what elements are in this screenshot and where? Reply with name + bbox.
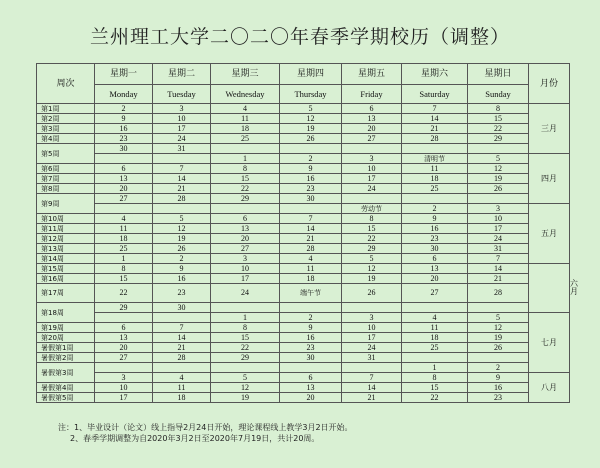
date-cell: 20	[280, 393, 342, 403]
date-cell	[211, 144, 280, 154]
date-cell: 12	[468, 323, 529, 333]
date-cell: 29	[342, 244, 402, 254]
date-cell: 1	[211, 154, 280, 164]
date-cell	[280, 204, 342, 214]
table-row	[37, 224, 570, 234]
date-cell: 11	[402, 323, 468, 333]
date-cell: 28	[468, 284, 529, 303]
date-cell: 23	[153, 284, 211, 303]
table-row	[37, 383, 570, 393]
date-cell: 8	[342, 214, 402, 224]
week-cell: 暑假第1周	[37, 343, 95, 353]
date-cell: 15	[211, 174, 280, 184]
week-cell: 第5周	[37, 144, 95, 164]
day-header-en: Saturday	[419, 88, 450, 99]
date-cell	[280, 144, 342, 154]
date-cell: 23	[280, 184, 342, 194]
date-cell: 21	[342, 393, 402, 403]
date-cell: 3	[153, 104, 211, 114]
note-line: 注：1、毕业设计（论文）线上指导2月24日开始，理论课程线上教学3月2日开始。	[58, 423, 353, 432]
date-cell: 16	[402, 224, 468, 234]
date-cell: 18	[402, 174, 468, 184]
table-row	[37, 184, 570, 194]
date-cell: 31	[342, 353, 402, 363]
date-cell: 13	[280, 383, 342, 393]
date-cell: 25	[402, 343, 468, 353]
date-cell: 14	[280, 224, 342, 234]
date-cell: 2	[402, 204, 468, 214]
date-cell: 12	[211, 383, 280, 393]
date-cell: 4	[402, 313, 468, 323]
date-cell	[211, 363, 280, 373]
date-cell: 24	[153, 134, 211, 144]
date-cell: 15	[95, 274, 153, 284]
date-cell: 25	[402, 184, 468, 194]
table-row	[37, 284, 570, 303]
date-cell: 4	[211, 104, 280, 114]
month-cell: 三月	[529, 104, 570, 154]
calendar-table	[36, 63, 578, 403]
date-cell: 20	[95, 184, 153, 194]
date-cell: 7	[153, 323, 211, 333]
date-cell: 7	[468, 254, 529, 264]
week-cell: 暑假第2周	[37, 353, 95, 363]
date-cell	[211, 303, 280, 313]
date-cell: 14	[153, 333, 211, 343]
date-cell: 9	[280, 164, 342, 174]
date-cell: 16	[95, 124, 153, 134]
day-header-cn: 星期三	[211, 64, 280, 85]
date-cell: 2	[95, 104, 153, 114]
date-cell: 8	[211, 164, 280, 174]
date-cell: 24	[342, 184, 402, 194]
date-cell: 30	[95, 144, 153, 154]
date-cell: 29	[211, 194, 280, 204]
table-row	[37, 343, 570, 353]
week-cell: 第16周	[37, 274, 95, 284]
date-cell: 30	[280, 353, 342, 363]
date-cell: 28	[153, 353, 211, 363]
date-cell: 2	[153, 254, 211, 264]
table-row	[37, 164, 570, 174]
date-cell: 17	[211, 274, 280, 284]
date-cell: 13	[95, 174, 153, 184]
date-cell: 2	[468, 363, 529, 373]
date-cell: 12	[342, 264, 402, 274]
date-cell: 劳动节	[342, 204, 402, 214]
table-row	[37, 104, 570, 114]
date-cell: 6	[95, 164, 153, 174]
date-cell: 22	[211, 184, 280, 194]
date-cell: 7	[342, 373, 402, 383]
table-row: 第14周 1 2 3 4 5 6 7 六月	[37, 254, 570, 264]
month-cell: 四月	[529, 154, 570, 204]
date-cell: 6	[342, 104, 402, 114]
week-cell: 第2周	[37, 114, 95, 124]
date-cell: 23	[95, 134, 153, 144]
table-row	[37, 214, 570, 224]
date-cell: 9	[402, 214, 468, 224]
month-cell: 七月	[529, 313, 570, 373]
date-cell	[342, 144, 402, 154]
date-cell: 25	[95, 244, 153, 254]
date-cell: 21	[402, 124, 468, 134]
date-cell: 18	[280, 274, 342, 284]
date-cell: 16	[153, 274, 211, 284]
date-cell	[280, 303, 342, 313]
date-cell: 27	[402, 284, 468, 303]
date-cell: 18	[95, 234, 153, 244]
date-cell: 3	[95, 373, 153, 383]
date-cell: 28	[153, 194, 211, 204]
date-cell: 8	[211, 323, 280, 333]
day-header-cn: 星期二	[153, 64, 211, 85]
week-cell: 第4周	[37, 134, 95, 144]
date-cell: 10	[95, 383, 153, 393]
week-cell: 第6周	[37, 164, 95, 174]
table-row	[37, 393, 570, 403]
date-cell: 17	[153, 124, 211, 134]
date-cell: 11	[95, 224, 153, 234]
date-cell: 7	[153, 164, 211, 174]
date-cell: 24	[342, 343, 402, 353]
date-cell: 21	[153, 343, 211, 353]
table-row	[37, 114, 570, 124]
date-cell	[402, 144, 468, 154]
week-header: 周次	[37, 64, 95, 104]
date-cell	[342, 363, 402, 373]
date-cell: 1	[402, 363, 468, 373]
day-header-en: Friday	[360, 88, 383, 99]
note-line: 2、春季学期调整为自2020年3月2日至2020年7月19日，共计20周。	[70, 434, 320, 443]
date-cell: 3	[342, 313, 402, 323]
table-row	[37, 264, 570, 274]
day-header-cn: 星期五	[342, 64, 402, 85]
date-cell: 12	[153, 224, 211, 234]
date-cell: 10	[468, 214, 529, 224]
table-row	[37, 124, 570, 134]
date-cell: 21	[153, 184, 211, 194]
date-cell: 23	[402, 234, 468, 244]
date-cell: 10	[153, 114, 211, 124]
date-cell: 10	[342, 323, 402, 333]
date-cell: 26	[342, 284, 402, 303]
date-cell: 22	[342, 234, 402, 244]
date-cell: 端午节	[280, 284, 342, 303]
week-cell: 第14周	[37, 254, 95, 264]
page-title: 兰州理工大学二〇二〇年春季学期校历（调整）	[89, 26, 510, 48]
date-cell: 12	[280, 114, 342, 124]
table-row	[37, 154, 570, 164]
date-cell: 5	[153, 214, 211, 224]
date-cell: 4	[95, 214, 153, 224]
week-cell: 暑假第4周	[37, 383, 95, 393]
date-cell: 2	[280, 154, 342, 164]
table-row	[37, 373, 570, 383]
date-cell: 1	[95, 254, 153, 264]
week-cell: 第15周	[37, 264, 95, 274]
table-row	[37, 194, 570, 204]
date-cell	[95, 204, 153, 214]
date-cell: 8	[468, 104, 529, 114]
date-cell: 5	[342, 254, 402, 264]
date-cell: 2	[280, 313, 342, 323]
table-row	[37, 363, 570, 373]
week-cell: 第12周	[37, 234, 95, 244]
date-cell: 5	[280, 104, 342, 114]
date-cell: 27	[95, 353, 153, 363]
date-cell: 26	[468, 184, 529, 194]
month-cell: 八月	[529, 373, 570, 403]
date-cell: 29	[211, 353, 280, 363]
date-cell: 27	[211, 244, 280, 254]
table-row	[37, 274, 570, 284]
week-cell: 第9周	[37, 194, 95, 214]
day-header-cn: 星期六	[402, 64, 468, 85]
date-cell: 24	[211, 284, 280, 303]
date-cell	[402, 303, 468, 313]
week-cell: 第18周	[37, 303, 95, 323]
date-cell: 11	[402, 164, 468, 174]
date-cell: 19	[211, 393, 280, 403]
day-header-en: Thursday	[294, 88, 327, 99]
week-cell: 第7周	[37, 174, 95, 184]
date-cell	[402, 194, 468, 204]
date-cell: 14	[468, 264, 529, 274]
date-cell: 13	[402, 264, 468, 274]
date-cell	[153, 363, 211, 373]
date-cell	[402, 353, 468, 363]
table-row	[37, 234, 570, 244]
date-cell	[280, 363, 342, 373]
date-cell: 3	[342, 154, 402, 164]
date-cell: 20	[402, 274, 468, 284]
table-row	[37, 144, 570, 154]
date-cell: 17	[468, 224, 529, 234]
day-header-en: Sunday	[485, 88, 511, 99]
week-cell: 第3周	[37, 124, 95, 134]
date-cell: 24	[468, 234, 529, 244]
date-cell: 13	[211, 224, 280, 234]
date-cell: 20	[342, 124, 402, 134]
date-cell: 8	[95, 264, 153, 274]
date-cell: 1	[211, 313, 280, 323]
date-cell: 21	[468, 274, 529, 284]
date-cell: 13	[342, 114, 402, 124]
date-cell: 16	[468, 383, 529, 393]
date-cell: 11	[153, 383, 211, 393]
day-header-en: Monday	[109, 88, 138, 99]
date-cell: 清明节	[402, 154, 468, 164]
date-cell: 6	[280, 373, 342, 383]
date-cell: 4	[153, 373, 211, 383]
date-cell: 6	[402, 254, 468, 264]
date-cell: 15	[211, 333, 280, 343]
table-row	[37, 174, 570, 184]
date-cell: 16	[280, 174, 342, 184]
date-cell: 10	[342, 164, 402, 174]
week-cell: 第17周	[37, 284, 95, 303]
day-header-cn: 星期四	[280, 64, 342, 85]
date-cell: 17	[95, 393, 153, 403]
day-header-en: Wednesday	[225, 88, 265, 99]
date-cell: 14	[153, 174, 211, 184]
date-cell: 31	[153, 144, 211, 154]
date-cell: 7	[402, 104, 468, 114]
day-header-en: Tuesday	[167, 88, 196, 99]
date-cell	[468, 194, 529, 204]
date-cell: 11	[280, 264, 342, 274]
date-cell: 19	[342, 274, 402, 284]
date-cell: 30	[402, 244, 468, 254]
date-cell: 9	[468, 373, 529, 383]
week-cell: 第19周	[37, 323, 95, 333]
date-cell	[342, 194, 402, 204]
date-cell: 26	[280, 134, 342, 144]
week-cell: 第20周	[37, 333, 95, 343]
table-row	[37, 303, 570, 313]
date-cell	[153, 154, 211, 164]
date-cell	[468, 353, 529, 363]
table-row	[37, 244, 570, 254]
date-cell: 13	[95, 333, 153, 343]
date-cell	[342, 303, 402, 313]
date-cell	[468, 303, 529, 313]
date-cell: 28	[280, 244, 342, 254]
date-cell	[211, 204, 280, 214]
week-cell: 第11周	[37, 224, 95, 234]
date-cell: 19	[468, 174, 529, 184]
date-cell: 15	[402, 383, 468, 393]
date-cell: 8	[402, 373, 468, 383]
date-cell: 19	[280, 124, 342, 134]
table-row	[37, 353, 570, 363]
date-cell: 6	[95, 323, 153, 333]
date-cell: 6	[211, 214, 280, 224]
table-row	[37, 333, 570, 343]
date-cell	[468, 144, 529, 154]
date-cell	[95, 313, 153, 323]
date-cell	[95, 154, 153, 164]
week-cell: 暑假第5周	[37, 393, 95, 403]
date-cell: 26	[468, 343, 529, 353]
footnotes	[58, 422, 353, 444]
date-cell: 10	[211, 264, 280, 274]
date-cell	[153, 204, 211, 214]
day-header-cn: 星期日	[468, 64, 529, 85]
date-cell: 9	[280, 323, 342, 333]
table-row	[37, 313, 570, 323]
date-cell: 23	[468, 393, 529, 403]
date-cell: 14	[342, 383, 402, 393]
date-cell: 25	[211, 134, 280, 144]
date-cell: 27	[95, 194, 153, 204]
week-cell: 第13周	[37, 244, 95, 254]
date-cell: 20	[95, 343, 153, 353]
date-cell: 4	[280, 254, 342, 264]
date-cell: 26	[153, 244, 211, 254]
date-cell: 9	[153, 264, 211, 274]
date-cell: 5	[468, 154, 529, 164]
date-cell: 19	[468, 333, 529, 343]
date-cell: 9	[95, 114, 153, 124]
week-cell: 暑假第3周	[37, 363, 95, 383]
date-cell: 5	[468, 313, 529, 323]
date-cell: 5	[211, 373, 280, 383]
date-cell: 29	[95, 303, 153, 313]
date-cell: 3	[211, 254, 280, 264]
week-cell: 第1周	[37, 104, 95, 114]
date-cell: 22	[95, 284, 153, 303]
table-row	[37, 134, 570, 144]
date-cell	[153, 313, 211, 323]
date-cell: 3	[468, 204, 529, 214]
date-cell: 14	[402, 114, 468, 124]
date-cell	[95, 363, 153, 373]
day-header-cn: 星期一	[95, 64, 153, 85]
date-cell: 18	[211, 124, 280, 134]
date-cell: 17	[342, 174, 402, 184]
date-cell: 7	[280, 214, 342, 224]
date-cell: 30	[153, 303, 211, 313]
date-cell: 22	[468, 124, 529, 134]
date-cell: 15	[342, 224, 402, 234]
table-row	[37, 323, 570, 333]
date-cell: 12	[468, 164, 529, 174]
date-cell: 27	[342, 134, 402, 144]
date-cell: 11	[211, 114, 280, 124]
date-cell: 31	[468, 244, 529, 254]
date-cell: 22	[211, 343, 280, 353]
month-cell: 五月	[529, 204, 570, 264]
date-cell: 23	[280, 343, 342, 353]
date-cell: 20	[211, 234, 280, 244]
date-cell: 18	[153, 393, 211, 403]
table-row	[37, 204, 570, 214]
date-cell: 17	[342, 333, 402, 343]
month-header: 月份	[529, 64, 570, 104]
date-cell: 22	[402, 393, 468, 403]
date-cell: 19	[153, 234, 211, 244]
week-cell: 第8周	[37, 184, 95, 194]
date-cell: 15	[468, 114, 529, 124]
date-cell: 21	[280, 234, 342, 244]
week-cell: 第10周	[37, 214, 95, 224]
date-cell: 16	[280, 333, 342, 343]
date-cell: 28	[402, 134, 468, 144]
date-cell: 18	[402, 333, 468, 343]
date-cell: 29	[468, 134, 529, 144]
date-cell: 30	[280, 194, 342, 204]
